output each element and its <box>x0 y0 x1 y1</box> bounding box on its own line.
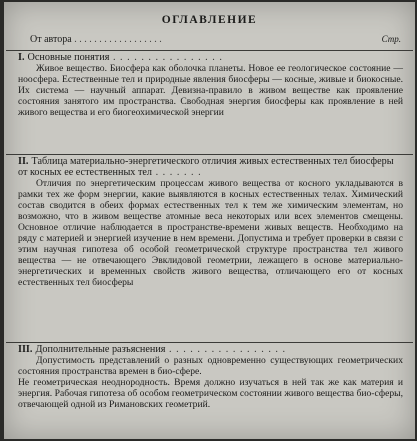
section-2-number: II. <box>18 156 29 167</box>
section-1-number: I. <box>18 52 25 63</box>
section-2-text: Отличия по энергетическим процессам живого вещества от косного укладываются в рамки тех же форм энергии, какие выявляются в косных естественных телах. Химический состав сводится в обеих формах естественных тел к тем же химическим элементам, но возможно, что в живом веществе атомные веса некоторых или всех элементов смещены. Основное отличие наблюдается в пространстве-времени живых веществ. Необходимо на ряду с материей и энергией изучение в нем времени. Допустима и требует проверки в связи с этим научная гипотеза об особой геометрической структуре пространства тел живого вещества — не отвечающего Эвклидовой геометрии, лежащего в основе материально-энергетических и временных свойств живого вещества, отличающего его от косных естественных тел биосферы <box>18 178 403 288</box>
section-3-dots: . . . . . . . . . . . . . . . . . <box>165 344 287 355</box>
section-3-text-1: Допустимость представлений о разных одновременно существующих геометрических состояния пространства времен в био-сфере. <box>18 355 403 377</box>
section-3-heading <box>18 344 403 355</box>
section-2-dots: . . . . . . . <box>152 167 202 178</box>
document-page <box>4 2 415 439</box>
section-1 <box>18 52 403 118</box>
section-3-title: Дополнительные разъяснения <box>35 344 166 355</box>
divider-2 <box>6 154 413 155</box>
divider-1 <box>6 50 413 51</box>
section-3-number: III. <box>18 344 33 355</box>
section-2-heading <box>18 156 403 178</box>
divider-3 <box>6 342 413 343</box>
page-title: ОГЛАВЛЕНИЕ <box>161 14 258 26</box>
section-2 <box>18 156 403 288</box>
section-1-text: Живое вещество. Биосфера как оболочка планеты. Новое ее геологическое состояние — ноосфера. Естественные тел и природные явления биосферы — косные, живые и биокосные. Их система — научный аппарат. Девизна-правило в живом веществе как проявление состояния занятого им пространства. Свободная энергия биосферы как проявление в ней живого вещества и его биогеохимической энергии <box>18 63 403 118</box>
section-1-heading <box>18 52 403 63</box>
section-3 <box>18 344 403 410</box>
section-1-dots: . . . . . . . . . . . . . . . . <box>109 52 223 63</box>
section-3-text-2: Не геометрическая неоднородность. Время должно изучаться в ней так же как материя и энергия. Рабочая гипотеза об особом геометрическом состоянии живого вещества био-сферы, отвечающей одной из Римановских геометрий. <box>18 377 403 410</box>
section-2-title: Таблица материально-энергетического отличия живых естественных тел биосферы от косных ее естественных тел <box>18 156 394 178</box>
from-author-entry <box>30 34 162 45</box>
page-column-header: Стр. <box>381 34 401 44</box>
section-1-title: Основные понятия <box>27 52 110 63</box>
from-author-dots: . . . . . . . . . . . . . . . . . . <box>71 34 162 45</box>
from-author-label: От автора <box>30 34 72 45</box>
header-row <box>30 34 401 48</box>
